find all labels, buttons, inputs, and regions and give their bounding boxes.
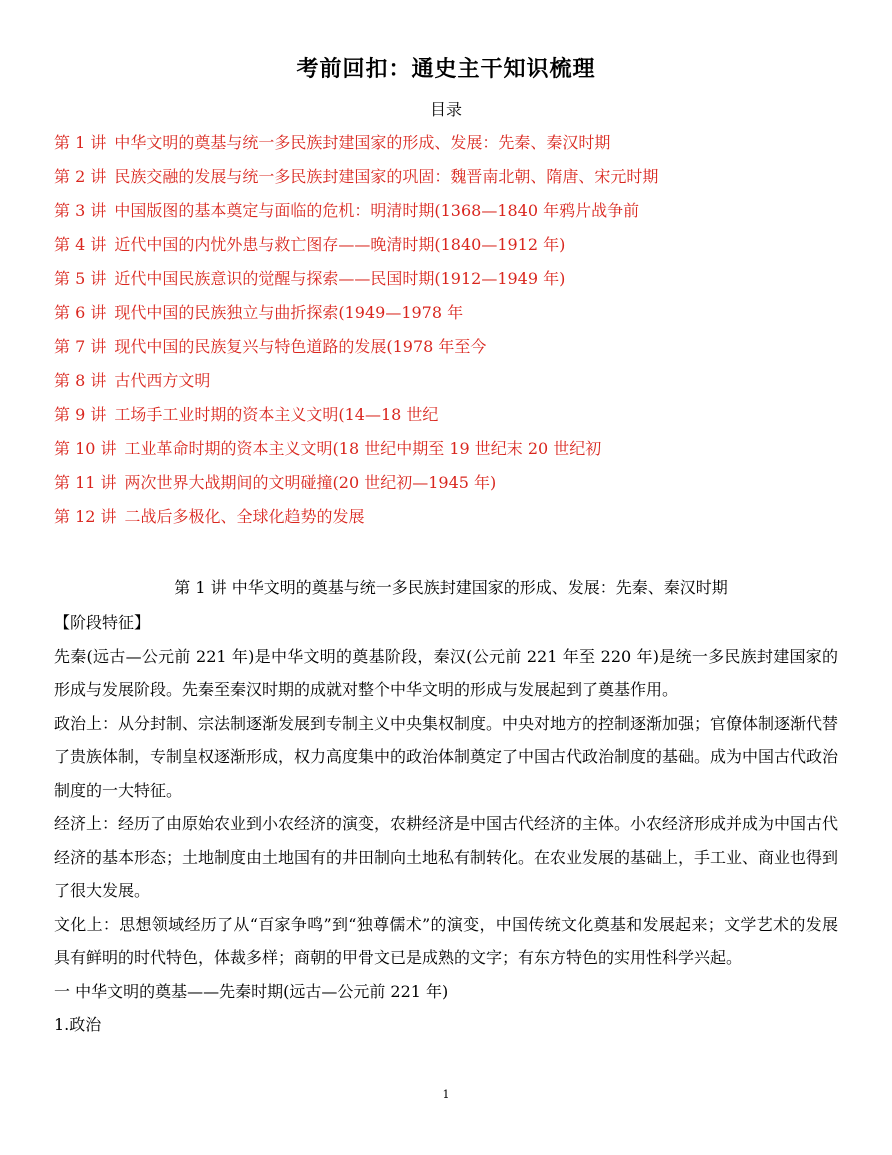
subsection-heading: 一 中华文明的奠基——先秦时期(远古—公元前 221 年) [54,981,449,1001]
stage-feature-heading: 【阶段特征】 [54,613,151,632]
body-text [54,606,838,1042]
toc-item[interactable]: 第 5 讲 近代中国民族意识的觉醒与探索——民国时期(1912—1949 年) [54,269,566,288]
toc-item[interactable]: 第 10 讲 工业革命时期的资本主义文明(18 世纪中期至 19 世纪末 20 世纪初 [54,439,602,458]
paragraph: 先秦(远古—公元前 221 年)是中华文明的奠基阶段，秦汉(公元前 221 年至 220 年)是统一多民族封建国家的形成与发展阶段。先秦至秦汉时期的成就对整个中华文明的形成与发展起到了奠基作用。 [54,646,838,699]
table-of-contents [54,132,658,540]
toc-item[interactable]: 第 3 讲 中国版图的基本奠定与面临的危机：明清时期(1368—1840 年鸦片战争前 [54,201,640,220]
toc-item[interactable]: 第 9 讲 工场手工业时期的资本主义文明(14—18 世纪 [54,405,439,424]
paragraph: 经济上：经历了由原始农业到小农经济的演变，农耕经济是中国古代经济的主体。小农经济形成并成为中国古代经济的基本形态；土地制度由土地国有的井田制向土地私有制转化。在农业发展的基础上，手工业、商业也得到了很大发展。 [54,814,839,900]
paragraph: 文化上：思想领域经历了从“百家争鸣”到“独尊儒术”的演变，中国传统文化奠基和发展起来；文学艺术的发展具有鲜明的时代特色，体裁多样；商朝的甲骨文已是成熟的文字；有东方特色的实用性科学兴起。 [54,914,838,967]
toc-item[interactable]: 第 4 讲 近代中国的内忧外患与救亡图存——晚清时期(1840—1912 年) [54,235,566,254]
document-title: 考前回扣：通史主干知识梳理 [296,57,596,82]
toc-item[interactable]: 第 1 讲 中华文明的奠基与统一多民族封建国家的形成、发展：先秦、秦汉时期 [54,133,611,152]
toc-item[interactable]: 第 6 讲 现代中国的民族独立与曲折探索(1949—1978 年 [54,303,464,322]
toc-heading: 目录 [429,100,462,119]
paragraph: 政治上：从分封制、宗法制逐渐发展到专制主义中央集权制度。中央对地方的控制逐渐加强；官僚体制逐渐代替了贵族体制，专制皇权逐渐形成，权力高度集中的政治体制奠定了中国古代政治制度的基础。成为中国古代政治制度的一大特征。 [54,713,839,800]
toc-item[interactable]: 第 12 讲 二战后多极化、全球化趋势的发展 [54,507,365,526]
section-heading: 第 1 讲 中华文明的奠基与统一多民族封建国家的形成、发展：先秦、秦汉时期 [174,578,728,597]
toc-item[interactable]: 第 8 讲 古代西方文明 [54,371,211,390]
toc-item[interactable]: 第 7 讲 现代中国的民族复兴与特色道路的发展(1978 年至今 [54,337,487,356]
subsection-heading: 1.政治 [54,1015,102,1034]
toc-item[interactable]: 第 2 讲 民族交融的发展与统一多民族封建国家的巩固：魏晋南北朝、隋唐、宋元时期 [54,167,659,186]
page-number: 1 [442,1088,450,1101]
toc-item[interactable]: 第 11 讲 两次世界大战期间的文明碰撞(20 世纪初—1945 年) [54,473,497,492]
